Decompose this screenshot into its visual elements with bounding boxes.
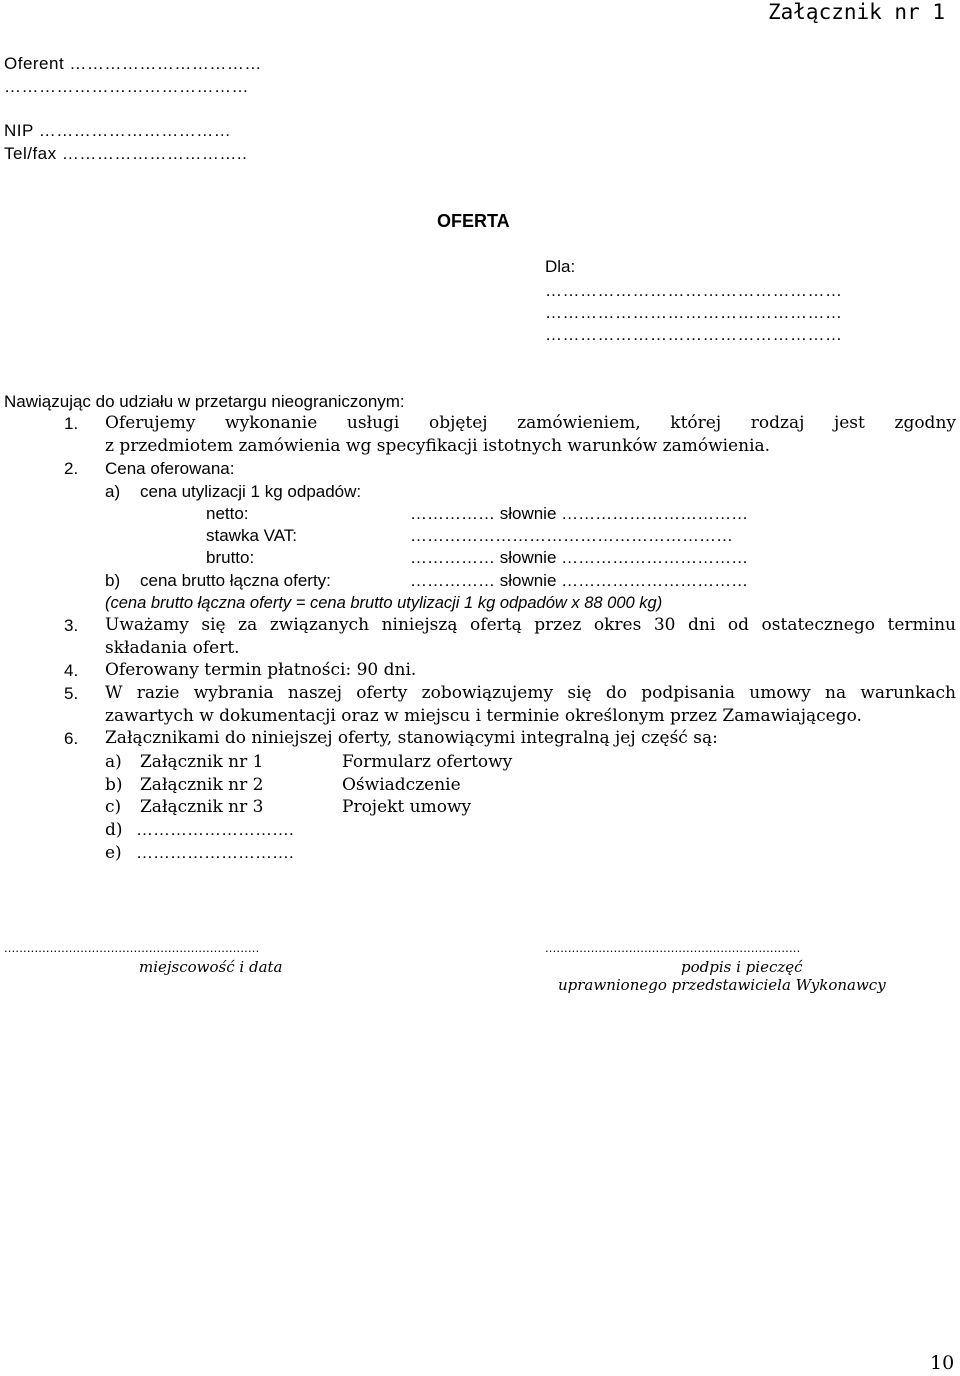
item-6-text: Załącznikami do niniejszej oferty, stanowiącymi integralną jej część są:	[105, 728, 718, 748]
attachment-b-letter: b)	[105, 775, 123, 795]
item-2-number: 2.	[64, 459, 79, 478]
attachment-c-letter: c)	[105, 797, 122, 817]
attachment-b-name: Załącznik nr 2	[140, 775, 264, 795]
bidder-line2: ……………………………………	[4, 77, 249, 96]
page-title: OFERTA	[437, 211, 510, 231]
attachment-d-name: ……………………….	[136, 820, 294, 839]
attachment-c-name: Załącznik nr 3	[140, 797, 264, 817]
item-2b-letter: b)	[105, 571, 121, 590]
item-2a-letter: a)	[105, 482, 121, 501]
netto-label: netto:	[206, 504, 249, 523]
price-note: (cena brutto łączna oferty = cena brutto utylizacji 1 kg odpadów x 88 000 kg)	[105, 594, 663, 612]
item-1-number: 1.	[64, 414, 79, 433]
signature-left-caption: miejscowość i data	[139, 958, 283, 976]
item-5-number: 5.	[64, 684, 79, 703]
recipient-line-2: ……………………………………………	[545, 303, 843, 322]
item-4-number: 4.	[64, 661, 79, 680]
signature-right-caption-2: uprawnionego przedstawiciela Wykonawcy	[558, 976, 886, 994]
recipient-label: Dla:	[545, 257, 576, 276]
attachment-e-name: ……………………….	[136, 843, 294, 862]
item-1-line-2: z przedmiotem zamówienia wg specyfikacji istotnych warunków zamówienia.	[105, 436, 771, 456]
bidder-telfax: Tel/fax …………………………..	[4, 144, 248, 163]
vat-label: stawka VAT:	[206, 526, 298, 545]
attachment-a-desc: Formularz ofertowy	[342, 752, 513, 772]
brutto-value: …………… słownie ……………………………	[410, 548, 749, 567]
attachment-a-name: Załącznik nr 1	[140, 752, 264, 772]
vat-value: …………………………………………………	[410, 526, 733, 545]
item-2b-value: …………… słownie ……………………………	[410, 571, 749, 590]
bidder-oferent: Oferent ……………………………	[4, 54, 262, 73]
page-number: 10	[930, 1352, 955, 1374]
attachment-label: Załącznik nr 1	[768, 0, 946, 24]
recipient-line-1: ……………………………………………	[545, 281, 843, 300]
bidder-nip: NIP ……………………………	[4, 121, 232, 140]
attachment-c-desc: Projekt umowy	[342, 797, 472, 817]
item-2b-text: cena brutto łączna oferty:	[140, 571, 331, 590]
attachment-e-letter: e)	[105, 843, 122, 863]
signature-right-caption-1: podpis i pieczęć	[681, 958, 803, 976]
item-1-line-1: Oferujemy wykonanie usługi objętej zamówieniem, której rodzaj jest zgodny	[105, 413, 956, 433]
recipient-line-3: ……………………………………………	[545, 325, 843, 344]
item-4-text: Oferowany termin płatności: 90 dni.	[105, 660, 417, 680]
attachment-d-letter: d)	[105, 820, 123, 840]
attachment-a-letter: a)	[105, 752, 122, 772]
attachment-b-desc: Oświadczenie	[342, 775, 461, 795]
item-3-number: 3.	[64, 616, 79, 635]
signature-right-dots: ...................................................................	[545, 940, 801, 955]
item-5-line-1: W razie wybrania naszej oferty zobowiązujemy się do podpisania umowy na warunkach	[105, 683, 956, 703]
item-3-line-1: Uważamy się za związanych niniejszą ofertą przez okres 30 dni od ostatecznego terminu	[105, 615, 956, 635]
netto-value: …………… słownie ……………………………	[410, 504, 749, 523]
signature-left-dots: ...................................................................	[4, 940, 260, 955]
intro-text: Nawiązując do udziału w przetargu nieograniczonym:	[4, 392, 405, 411]
item-2-text: Cena oferowana:	[105, 459, 235, 478]
item-2a-text: cena utylizacji 1 kg odpadów:	[140, 482, 362, 501]
item-5-line-2: zawartych w dokumentacji oraz w miejscu i terminie określonym przez Zamawiającego.	[105, 706, 862, 726]
brutto-label: brutto:	[206, 548, 255, 567]
item-3-line-2: składania ofert.	[105, 638, 240, 658]
item-6-number: 6.	[64, 729, 79, 748]
